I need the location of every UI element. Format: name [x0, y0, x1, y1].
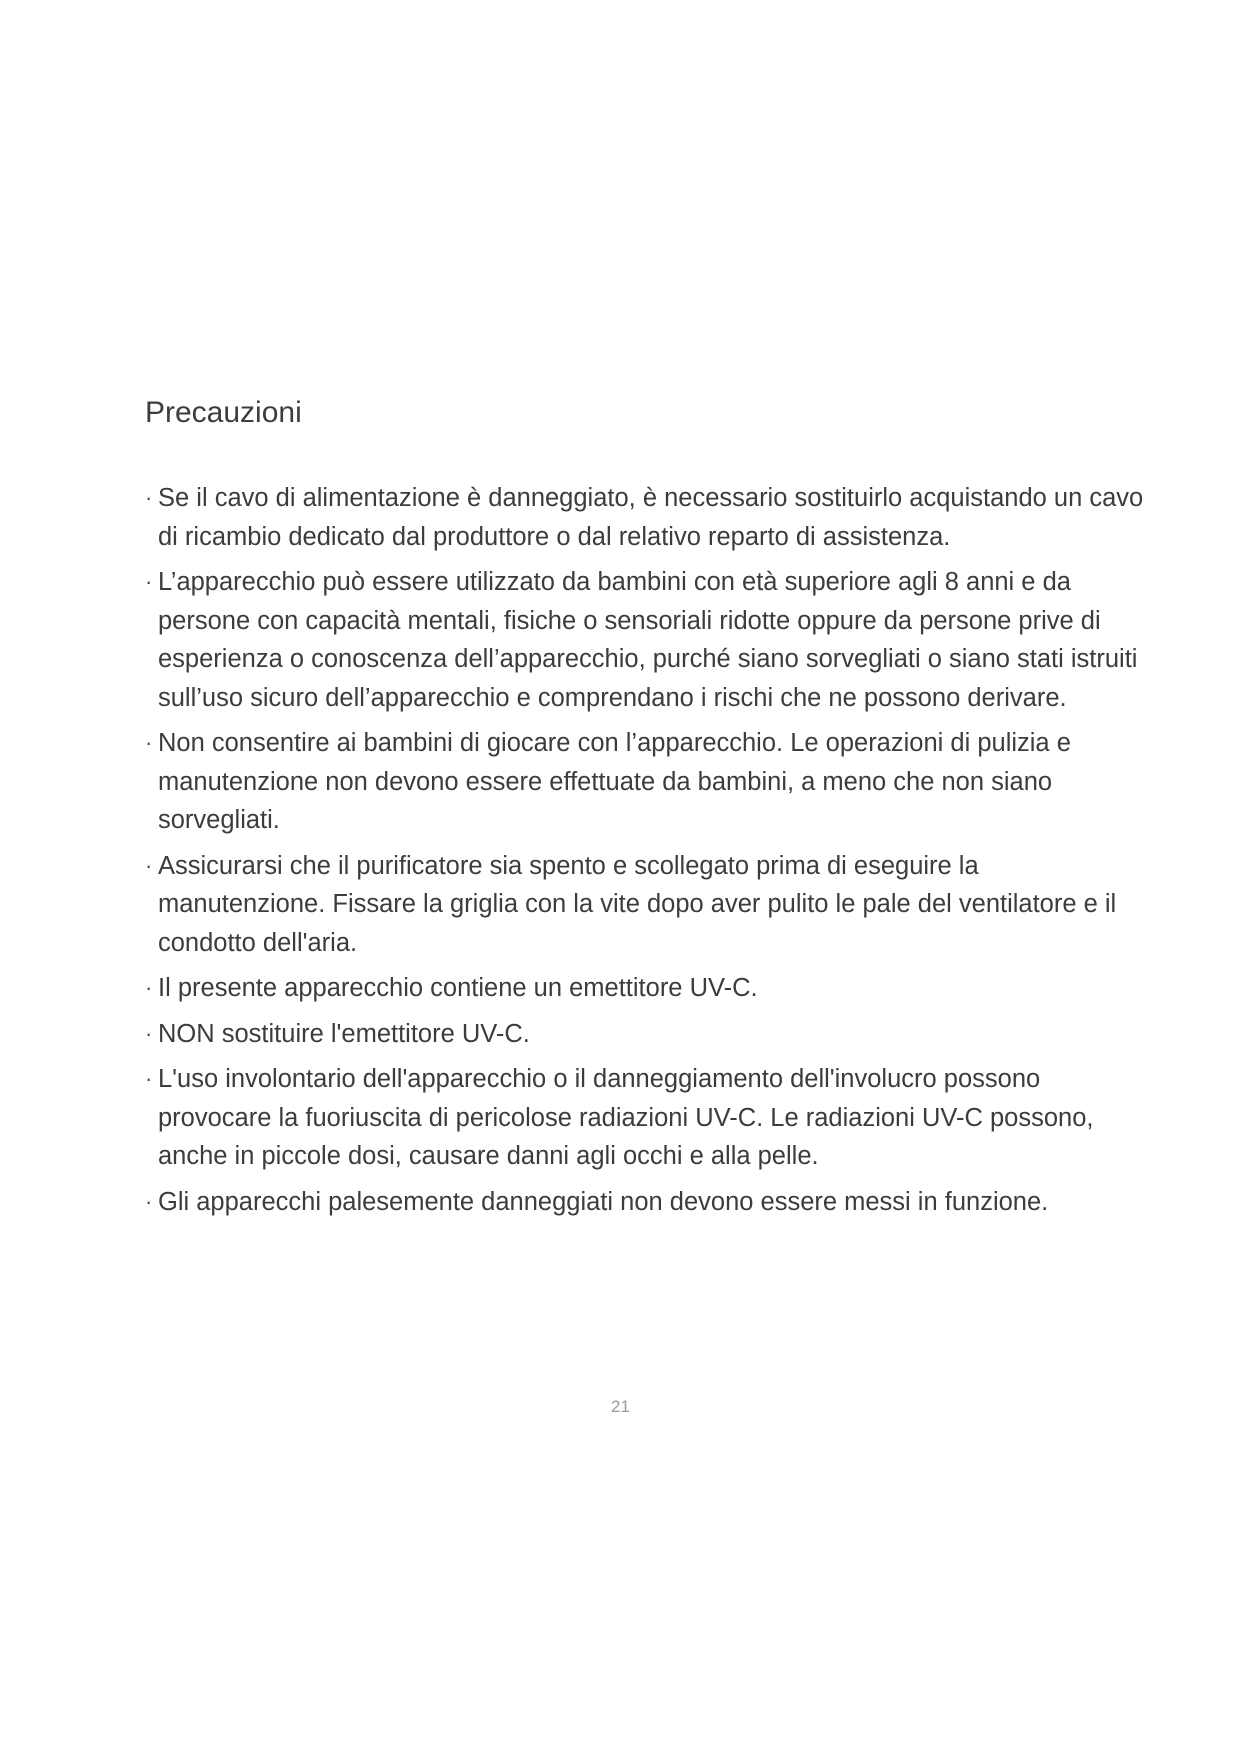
list-item-text: Assicurarsi che il purificatore sia spento e scollegato prima di eseguire la manutenzione. Fissare la griglia con la vite dopo aver pulito le pale del ventilatore e il condotto dell'aria.: [158, 851, 1117, 957]
bullet-icon: ·: [145, 1066, 153, 1091]
precautions-section: [145, 395, 1145, 1228]
list-item: [145, 563, 1145, 717]
list-item-text: Gli apparecchi palesemente danneggiati non devono essere messi in funzione.: [158, 1187, 1049, 1216]
list-item-text: NON sostituire l'emettitore UV-C.: [158, 1019, 530, 1048]
list-item-text: L'uso involontario dell'apparecchio o il danneggiamento dell'involucro possono provocare la fuoriuscita di pericolose radiazioni UV-C. Le radiazioni UV-C possono, anche in piccole dosi, causare danni agli occhi e alla pelle.: [158, 1065, 1094, 1170]
list-item: [145, 1060, 1145, 1176]
list-item-text: L’apparecchio può essere utilizzato da bambini con età superiore agli 8 anni e da persone con capacità mentali, fisiche o sensoriali ridotte oppure da persone prive di esperienza o conoscenza dell’apparecchio, purché siano sorvegliati o siano stati istruiti sull’uso sicuro dell’apparecchio e comprendano i rischi che ne possono derivare.: [158, 568, 1138, 712]
list-item: [145, 479, 1145, 556]
list-item: [145, 724, 1145, 840]
bullet-icon: ·: [145, 852, 153, 878]
precautions-list: [145, 479, 1145, 1221]
page-number: 21: [611, 1397, 630, 1416]
bullet-icon: ·: [145, 485, 153, 510]
list-item: [145, 969, 1145, 1008]
bullet-icon: ·: [145, 975, 153, 1000]
list-item-text: Il presente apparecchio contiene un emettitore UV-C.: [158, 974, 758, 1002]
list-item-text: Se il cavo di alimentazione è danneggiato, è necessario sostituirlo acquistando un cavo di ricambio dedicato dal produttore o dal relativo reparto di assistenza.: [158, 484, 1144, 551]
bullet-icon: ·: [145, 1188, 153, 1214]
bullet-icon: ·: [145, 730, 153, 755]
section-title: Precauzioni: [145, 396, 302, 429]
list-item: [145, 847, 1145, 963]
list-item-text: Non consentire ai bambini di giocare con l’apparecchio. Le operazioni di pulizia e manutenzione non devono essere effettuate da bambini, a meno che non siano sorvegliati.: [158, 729, 1071, 834]
list-item: [145, 1183, 1145, 1222]
bullet-icon: ·: [145, 569, 153, 594]
list-item: [145, 1015, 1145, 1054]
bullet-icon: ·: [145, 1020, 153, 1046]
